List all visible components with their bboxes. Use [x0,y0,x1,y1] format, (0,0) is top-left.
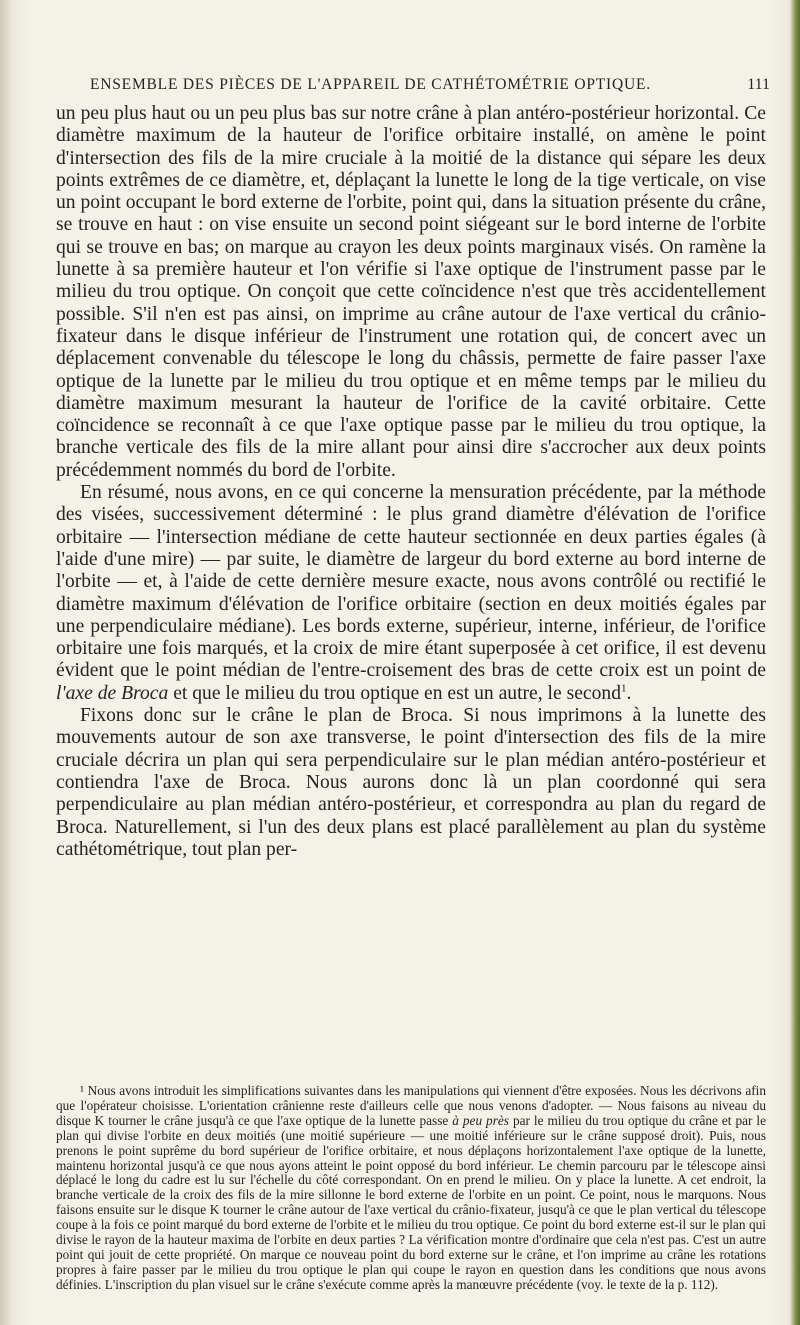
paragraph-2-start: En résumé, nous avons, en ce qui concerne la mensuration précédente, par la méthode des visées, successivement déterminé : le plus grand diamètre d'élévation de l'orifice orbitaire — l'intersection médiane de cette hauteur sectionnée en deux parties égales (à l'aide d'une mire) — par suite, le diamètre de largeur du bord externe au bord interne de l'orbite — et, à l'aide de cette dernière mesure exacte, nous avons contrôlé ou rectifié le diamètre maximum d'élévation de l'orifice orbitaire (section en deux moitiés égales par une perpendiculaire médiane). Les bords externe, supérieur, interne, inférieur, de l'orifice orbitaire une fois marqués, et la croix de mire étant superposée à cet orifice, il est devenu évident que le point médian de l'entre-croisement des bras de cette croix est un point de [56,482,766,682]
footnote [56,1084,766,1293]
paragraph-2-end: et que le milieu du trou optique en est un autre, le second [173,682,621,704]
paragraph-3: Fixons donc sur le crâne le plan de Broca. Si nous imprimons à la lunette des mouvements autour de son axe transverse, le point d'intersection des fils de la mire cruciale décrira un plan qui sera perpendiculaire sur le plan médian antéro-postérieur et contiendra l'axe de Broca. Nous aurons donc là un plan coordonné qui sera perpendiculaire au plan médian antéro-postérieur, et correspondra au plan du regard de Broca. Naturellement, si l'un des deux plans est placé parallèlement au plan du système cathétométrique, tout plan per- [56,705,766,860]
paragraph-2 [56,482,766,705]
running-title: ENSEMBLE DES PIÈCES DE L'APPAREIL DE CATHÉTOMÉTRIE OPTIQUE. [90,76,651,93]
footnote-text-b: par le milieu du trou optique du crâne et par le plan qui divise l'orbite en deux moitiés (une moitié supérieure — une moitié inférieure sur le crâne supposé droit). Puis, nous prenons le point suprême du bord supérieur de l'orifice orbitaire, et nous déplaçons horizontalement l'axe optique de la lunette, maintenu horizontal jusqu'à ce que nous ayons atteint le point opposé du bord inférieur. Le chemin parcouru par le télescope ainsi déplacé le long du cadre est lu sur l'échelle du côté correspondant. On en prend le milieu. On y place la lunette. A cet endroit, la branche verticale de la croix des fils de la mire sillonne le bord externe de l'orbite en un point. Ce point, nous le marquons. Nous faisons ensuite sur le disque K tourner le crâne autour de l'axe vertical du crânio-fixateur, jusqu'à ce que le plan vertical du télescope coupe à la fois ce point marqué du bord externe de l'orbite et le milieu du trou optique. Ce point du bord externe est-il sur le plan qui divise le rayon de la hauteur maxima de l'orbite en deux parties ? La vérification montre d'ordinaire que cela n'est pas. C'est un autre point qui jouit de cette propriété. On marque ce nouveau point du bord externe sur le crâne, et l'on imprime au crâne les rotations propres à faire passer par le milieu du trou optique le plan qui coupe le rayon en question dans les conditions que nous avons définies. L'inscription du plan visuel sur le crâne s'exécute comme après la manœuvre précédente (voy. le texte de la p. 112). [56,1112,766,1292]
main-text [56,103,766,861]
page-edge-strip [790,0,800,1325]
footnote-emphasis: à peu près [452,1112,509,1128]
page-number: 111 [747,76,770,93]
page-header [90,76,780,100]
footnote-marker: ¹ [80,1083,84,1098]
axis-term: l'axe de Broca [56,682,169,704]
footnote-reference: 1 [621,682,627,695]
paragraph-2-tail: . [626,682,632,704]
page-gutter-shadow [0,0,14,1325]
footnote-paragraph [56,1084,766,1293]
paragraph-1: un peu plus haut ou un peu plus bas sur notre crâne à plan antéro-postérieur horizontal. Ce diamètre maximum de la hauteur de l'orifice orbitaire installé, on amène le point d'intersection des fils de la mire cruciale à la moitié de la distance qui sépare les deux points extrêmes de ce diamètre, et, déplaçant la lunette le long de la tige verticale, on vise un point occupant le bord externe de l'orbite, point qui, dans la situation présente du crâne, se trouve en haut : on vise ensuite un second point siégeant sur le bord interne de l'orbite qui se trouve en bas; on marque au crayon les deux points marginaux visés. On ramène la lunette à sa première hauteur et l'on vérifie si l'axe optique de l'instrument passe par le milieu du trou optique. On conçoit que cette coïncidence n'est que très accidentellement possible. S'il n'en est pas ainsi, on imprime au crâne autour de l'axe vertical du crânio-fixateur dans le disque inférieur de l'instrument une rotation qui, de concert avec un déplacement convenable du télescope le long du châssis, permette de faire passer l'axe optique de la lunette par le milieu du trou optique et en même temps par le milieu du diamètre maximum mesurant la hauteur de l'orifice de la cavité orbitaire. Cette coïncidence se reconnaît à ce que l'axe optique passe par le milieu du trou optique, la branche verticale des fils de la mire allant pour ainsi dire s'accrocher aux deux points précédemment nommés du bord de l'orbite. [56,103,766,481]
footnote-text-a: Nous avons introduit les simplifications suivantes dans les manipulations qui viennent d'être exposées. Nous les décrivons afin que l'opérateur choisisse. L'orientation crânienne reste d'ailleurs celle que nous venons d'adopter. — Nous faisons au niveau du disque K tourner le crâne jusqu'à ce que l'axe optique de la lunette passe [56,1083,766,1128]
